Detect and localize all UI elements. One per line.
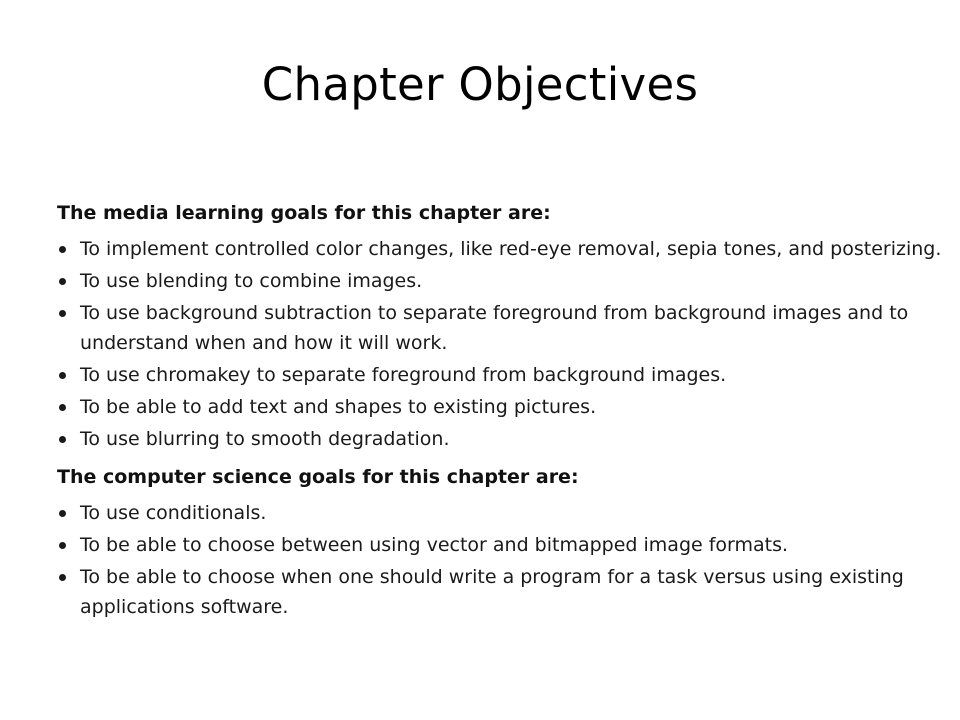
media-goal-item [57, 234, 947, 264]
bullet-icon [59, 404, 66, 411]
media-goal-text: To use blending to combine images. [80, 270, 423, 292]
media-goals-list [57, 234, 947, 454]
media-goal-item [57, 266, 947, 296]
bullet-icon [59, 278, 66, 285]
bullet-icon [59, 510, 66, 517]
bullet-icon [59, 246, 66, 253]
cs-goal-text: To be able to choose between using vector and bitmapped image formats. [80, 534, 789, 556]
cs-goal-item [57, 498, 947, 528]
bullet-icon [59, 310, 66, 317]
cs-goals-list [57, 498, 947, 622]
media-goal-text: To use chromakey to separate foreground from background images. [80, 364, 727, 386]
media-goal-text: To use background subtraction to separate foreground from background images and to understand when and how it will work. [80, 302, 909, 354]
media-goal-item [57, 298, 947, 358]
bullet-icon [59, 542, 66, 549]
objectives-content [57, 200, 947, 626]
slide-title: Chapter Objectives [261, 58, 699, 111]
media-goal-item [57, 360, 947, 390]
media-goal-text: To be able to add text and shapes to existing pictures. [80, 396, 597, 418]
media-goals-heading: The media learning goals for this chapter are: [57, 202, 551, 224]
media-goal-item [57, 392, 947, 422]
media-goal-text: To use blurring to smooth degradation. [80, 428, 450, 450]
bullet-icon [59, 436, 66, 443]
bullet-icon [59, 574, 66, 581]
cs-goal-text: To use conditionals. [80, 502, 267, 524]
bullet-icon [59, 372, 66, 379]
media-goal-text: To implement controlled color changes, like red-eye removal, sepia tones, and posterizing. [80, 238, 942, 260]
cs-goals-heading: The computer science goals for this chapter are: [57, 466, 579, 488]
cs-goal-text: To be able to choose when one should write a program for a task versus using existing applications software. [80, 566, 904, 618]
media-goal-item [57, 424, 947, 454]
cs-goal-item [57, 530, 947, 560]
cs-goal-item [57, 562, 947, 622]
